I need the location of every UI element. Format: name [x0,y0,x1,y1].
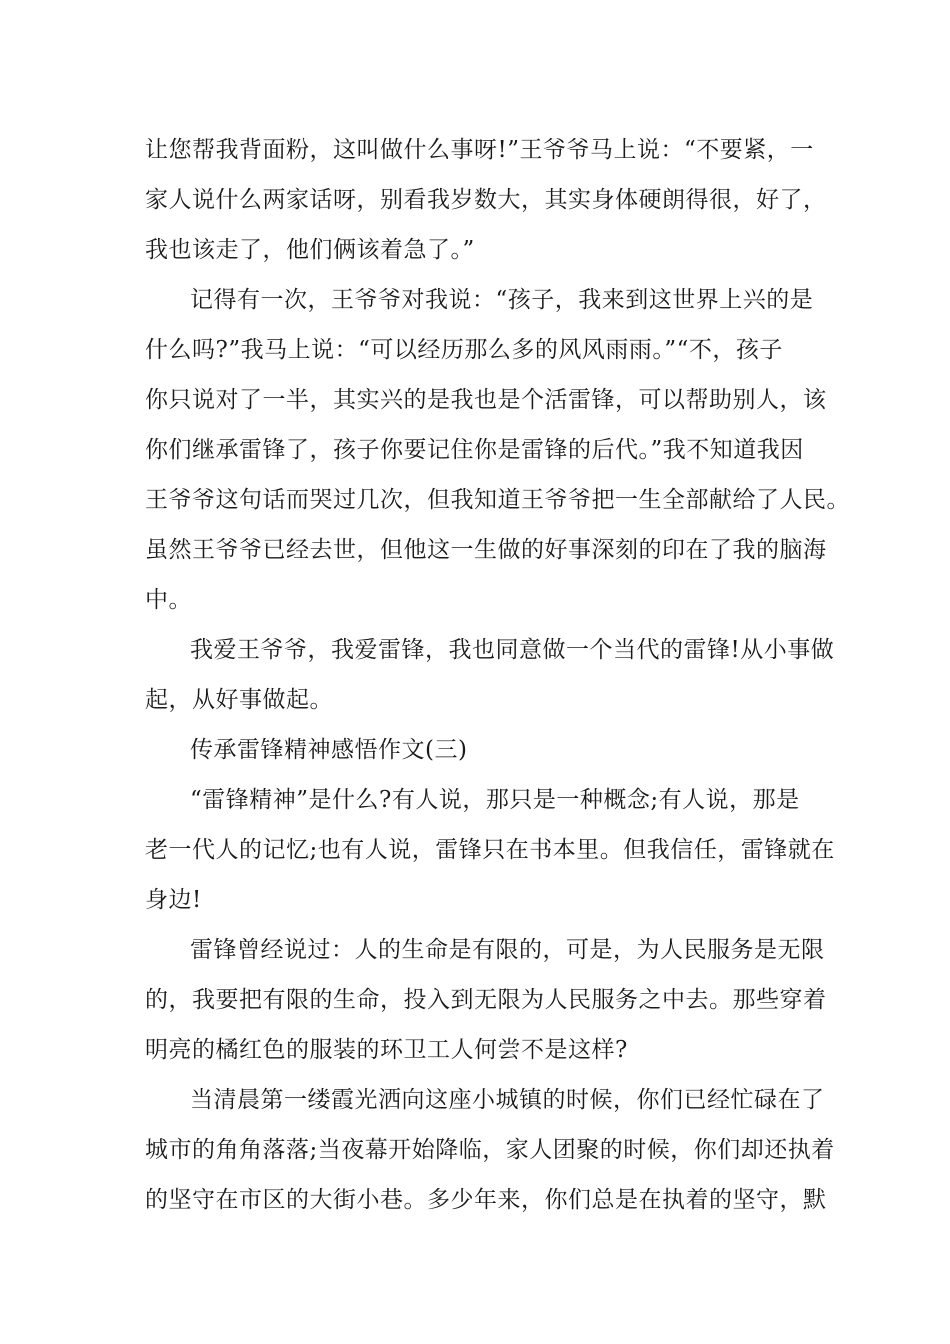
text-line: 王爷爷这句话而哭过几次，但我知道王爷爷把一生全部献给了人民。 [145,487,850,513]
text-line: 你们继承雷锋了，孩子你要记住你是雷锋的后代。”我不知道我因 [145,437,804,463]
text-line: 明亮的橘红色的服装的环卫工人何尝不是这样? [145,1037,628,1063]
paragraph-first-line: 我爱王爷爷，我爱雷锋，我也同意做一个当代的雷锋!从小事做 [190,637,835,663]
paragraph-first-line: 雷锋曾经说过：人的生命是有限的，可是，为人民服务是无限 [190,937,825,963]
text-line: 你只说对了一半，其实兴的是我也是个活雷锋，可以帮助别人，该 [145,387,827,413]
text-line: 我也该走了，他们俩该着急了。” [145,237,475,263]
text-line: 的，我要把有限的生命，投入到无限为人民服务之中去。那些穿着 [145,987,827,1013]
paragraph-first-line: 记得有一次，王爷爷对我说：“孩子，我来到这世界上兴的是 [190,287,814,313]
text-line: 什么吗?”我马上说：“可以经历那么多的风风雨雨。”“不，孩子 [145,337,783,363]
text-line: 中。 [145,587,192,613]
paragraph-first-line: 当清晨第一缕霞光洒向这座小城镇的时候，你们已经忙碌在了 [190,1087,825,1113]
text-line: 家人说什么两家话呀，别看我岁数大，其实身体硬朗得很，好了， [145,187,827,213]
text-line: 老一代人的记忆;也有人说，雷锋只在书本里。但我信任，雷锋就在 [145,837,835,863]
text-line: 的坚守在市区的大街小巷。多少年来，你们总是在执着的坚守，默 [145,1187,827,1213]
text-line: 虽然王爷爷已经去世，但他这一生做的好事深刻的印在了我的脑海 [145,537,827,563]
section-heading: 传承雷锋精神感悟作文(三) [190,737,468,763]
text-line: 起，从好事做起。 [145,687,333,713]
text-line: 身边! [145,887,202,913]
paragraph-first-line: “雷锋精神”是什么?有人说，那只是一种概念;有人说，那是 [190,787,800,813]
text-line: 城市的角角落落;当夜幕开始降临，家人团聚的时候，你们却还执着 [145,1137,835,1163]
text-line: 让您帮我背面粉，这叫做什么事呀!”王爷爷马上说：“不要紧，一 [145,137,814,163]
